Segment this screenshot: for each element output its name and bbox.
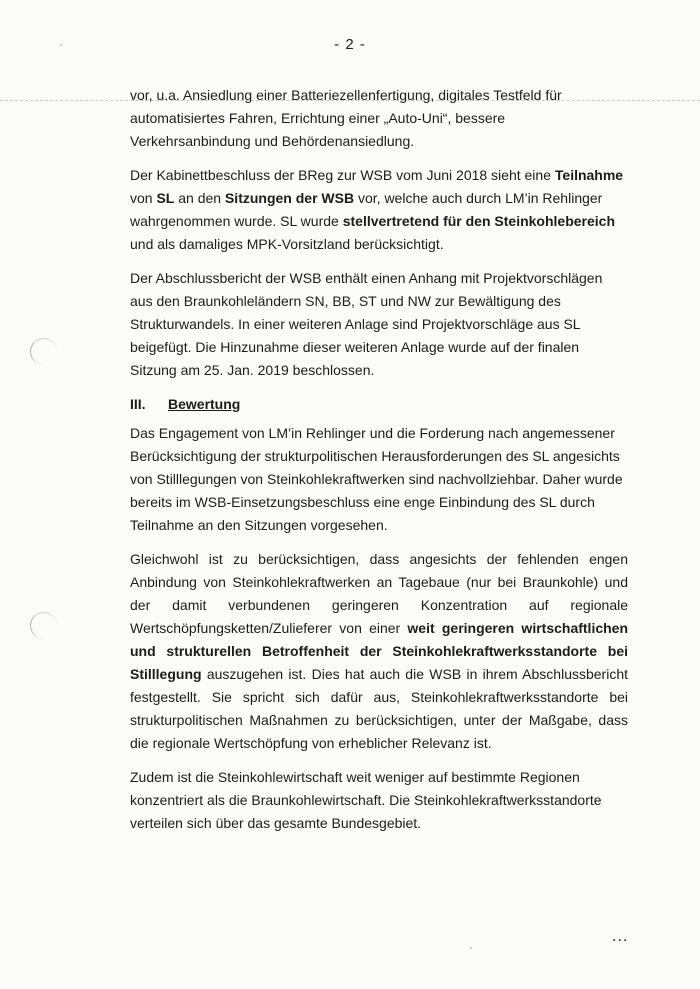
bold-text: Sitzungen der WSB [224,190,355,206]
text-span: Der Abschlussbericht der WSB enthält einen Anhang mit Projektvorschlägen aus den Braunkohleländern SN, BB, ST und NW zur Bewältigung des Strukturwandels. In einer weiteren Anlage sind Projektvorschläge aus SL beigefügt. Die Hinzunahme dieser weiteren Anlage wurde auf der finalen Sitzung am 25. Jan. 2019 beschlossen. [130,270,603,378]
paragraph [130,548,628,755]
scan-speck [60,44,62,46]
paragraph [130,267,628,382]
page-number: - 2 - [334,36,366,53]
text-span: vor, welche auch durch LM’in Rehlinger wahrgenommen wurde. SL wurde [130,190,603,229]
text-span: Gleichwohl ist zu berücksichtigen, dass angesichts der fehlenden engen Anbindung von Steinkohlekraftwerken an Tagebaue (nur bei Braunkohle) und der damit verbundenen geringeren Konzentration auf regionale Wertschöpfungsketten/Zulieferer von einer [130,551,628,636]
section-heading [130,393,628,416]
paragraph [130,422,628,537]
punch-hole-mark [30,612,57,639]
continuation-marker: ... [612,928,629,945]
paragraph [130,766,628,835]
document-body [130,84,628,846]
text-span: und als damaliges MPK-Vorsitzland berücksichtigt. [130,236,444,252]
bold-text: weit geringeren wirtschaftlichen und strukturellen Betroffenheit der Steinkohlekraftwerksstandorte bei Stilllegung [130,620,629,682]
text-span: auszugehen ist. Dies hat auch die WSB in ihrem Abschlussbericht festgestellt. Sie spricht sich dafür aus, Steinkohlekraftwerksstandorte bei strukturpolitischen Maßnahmen zu berücksichtigen, unter der Maßgabe, dass die regionale Wertschöpfung von erheblicher Relevanz ist. [130,666,628,751]
section-number: III. [130,396,146,412]
section-title: Bewertung [168,396,241,412]
paragraph [130,164,628,256]
bold-text: Teilnahme [554,167,624,183]
text-span: Das Engagement von LM’in Rehlinger und die Forderung nach angemessener Berücksichtigung der strukturpolitischen Herausforderungen des SL angesichts von Stilllegungen von Steinkohlekraftwerken sind nachvollziehbar. Daher wurde bereits im WSB-Einsetzungsbeschluss eine enge Einbindung des SL durch Teilnahme an den Sitzungen vorgesehen. [130,425,623,533]
text-span: Zudem ist die Steinkohlewirtschaft weit weniger auf bestimmte Regionen konzentriert als die Braunkohlewirtschaft. Die Steinkohlekraftwerksstandorte verteilen sich über das gesamte Bundesgebiet. [130,769,602,831]
paragraphs-before-section [130,84,628,382]
punch-hole-mark [30,338,57,365]
paragraph [130,84,628,153]
text-span: an den [174,190,225,206]
bold-text: SL [156,190,175,206]
scan-speck [470,947,472,949]
text-span: vor, u.a. Ansiedlung einer Batteriezellenfertigung, digitales Testfeld für automatisiertes Fahren, Errichtung einer „Auto-Uni“, bessere Verkehrsanbindung und Behördenansiedlung. [130,87,562,149]
paragraphs-after-section [130,422,628,835]
text-span: Der Kabinettbeschluss der BReg zur WSB vom Juni 2018 sieht eine [130,167,555,183]
bold-text: stellvertretend für den Steinkohlebereich [342,213,615,229]
text-span: von [130,190,157,206]
